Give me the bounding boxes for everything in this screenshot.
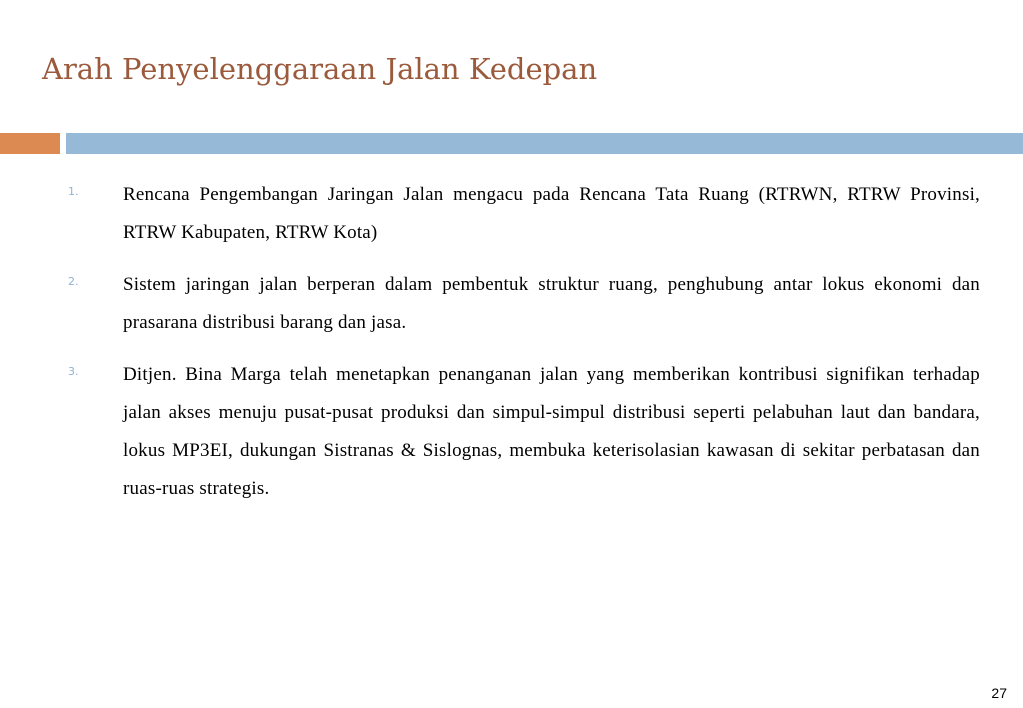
numbered-list: [68, 176, 980, 522]
list-item: [68, 266, 980, 342]
list-item-number: 3.: [68, 365, 79, 378]
list-item: [68, 356, 980, 508]
accent-bar-blue: [66, 133, 1023, 154]
list-item-text: Rencana Pengembangan Jaringan Jalan mengacu pada Rencana Tata Ruang (RTRWN, RTRW Provinsi, RTRW Kabupaten, RTRW Kota): [123, 184, 980, 243]
page-number: 27: [991, 685, 1007, 701]
slide-title: Arah Penyelenggaraan Jalan Kedepan: [42, 52, 598, 86]
list-item: [68, 176, 980, 252]
accent-bar-orange: [0, 133, 60, 154]
list-item-text: Sistem jaringan jalan berperan dalam pembentuk struktur ruang, penghubung antar lokus ekonomi dan prasarana distribusi barang dan jasa.: [123, 274, 980, 333]
list-item-number: 2.: [68, 275, 79, 288]
list-item-text: Ditjen. Bina Marga telah menetapkan penanganan jalan yang memberikan kontribusi signifikan terhadap jalan akses menuju pusat-pusat produksi dan simpul-simpul distribusi seperti pelabuhan laut dan bandara, lokus MP3EI, dukungan Sistranas & Sislognas, membuka keterisolasian kawasan di sekitar perbatasan dan ruas-ruas strategis.: [123, 364, 980, 499]
list-item-number: 1.: [68, 185, 79, 198]
